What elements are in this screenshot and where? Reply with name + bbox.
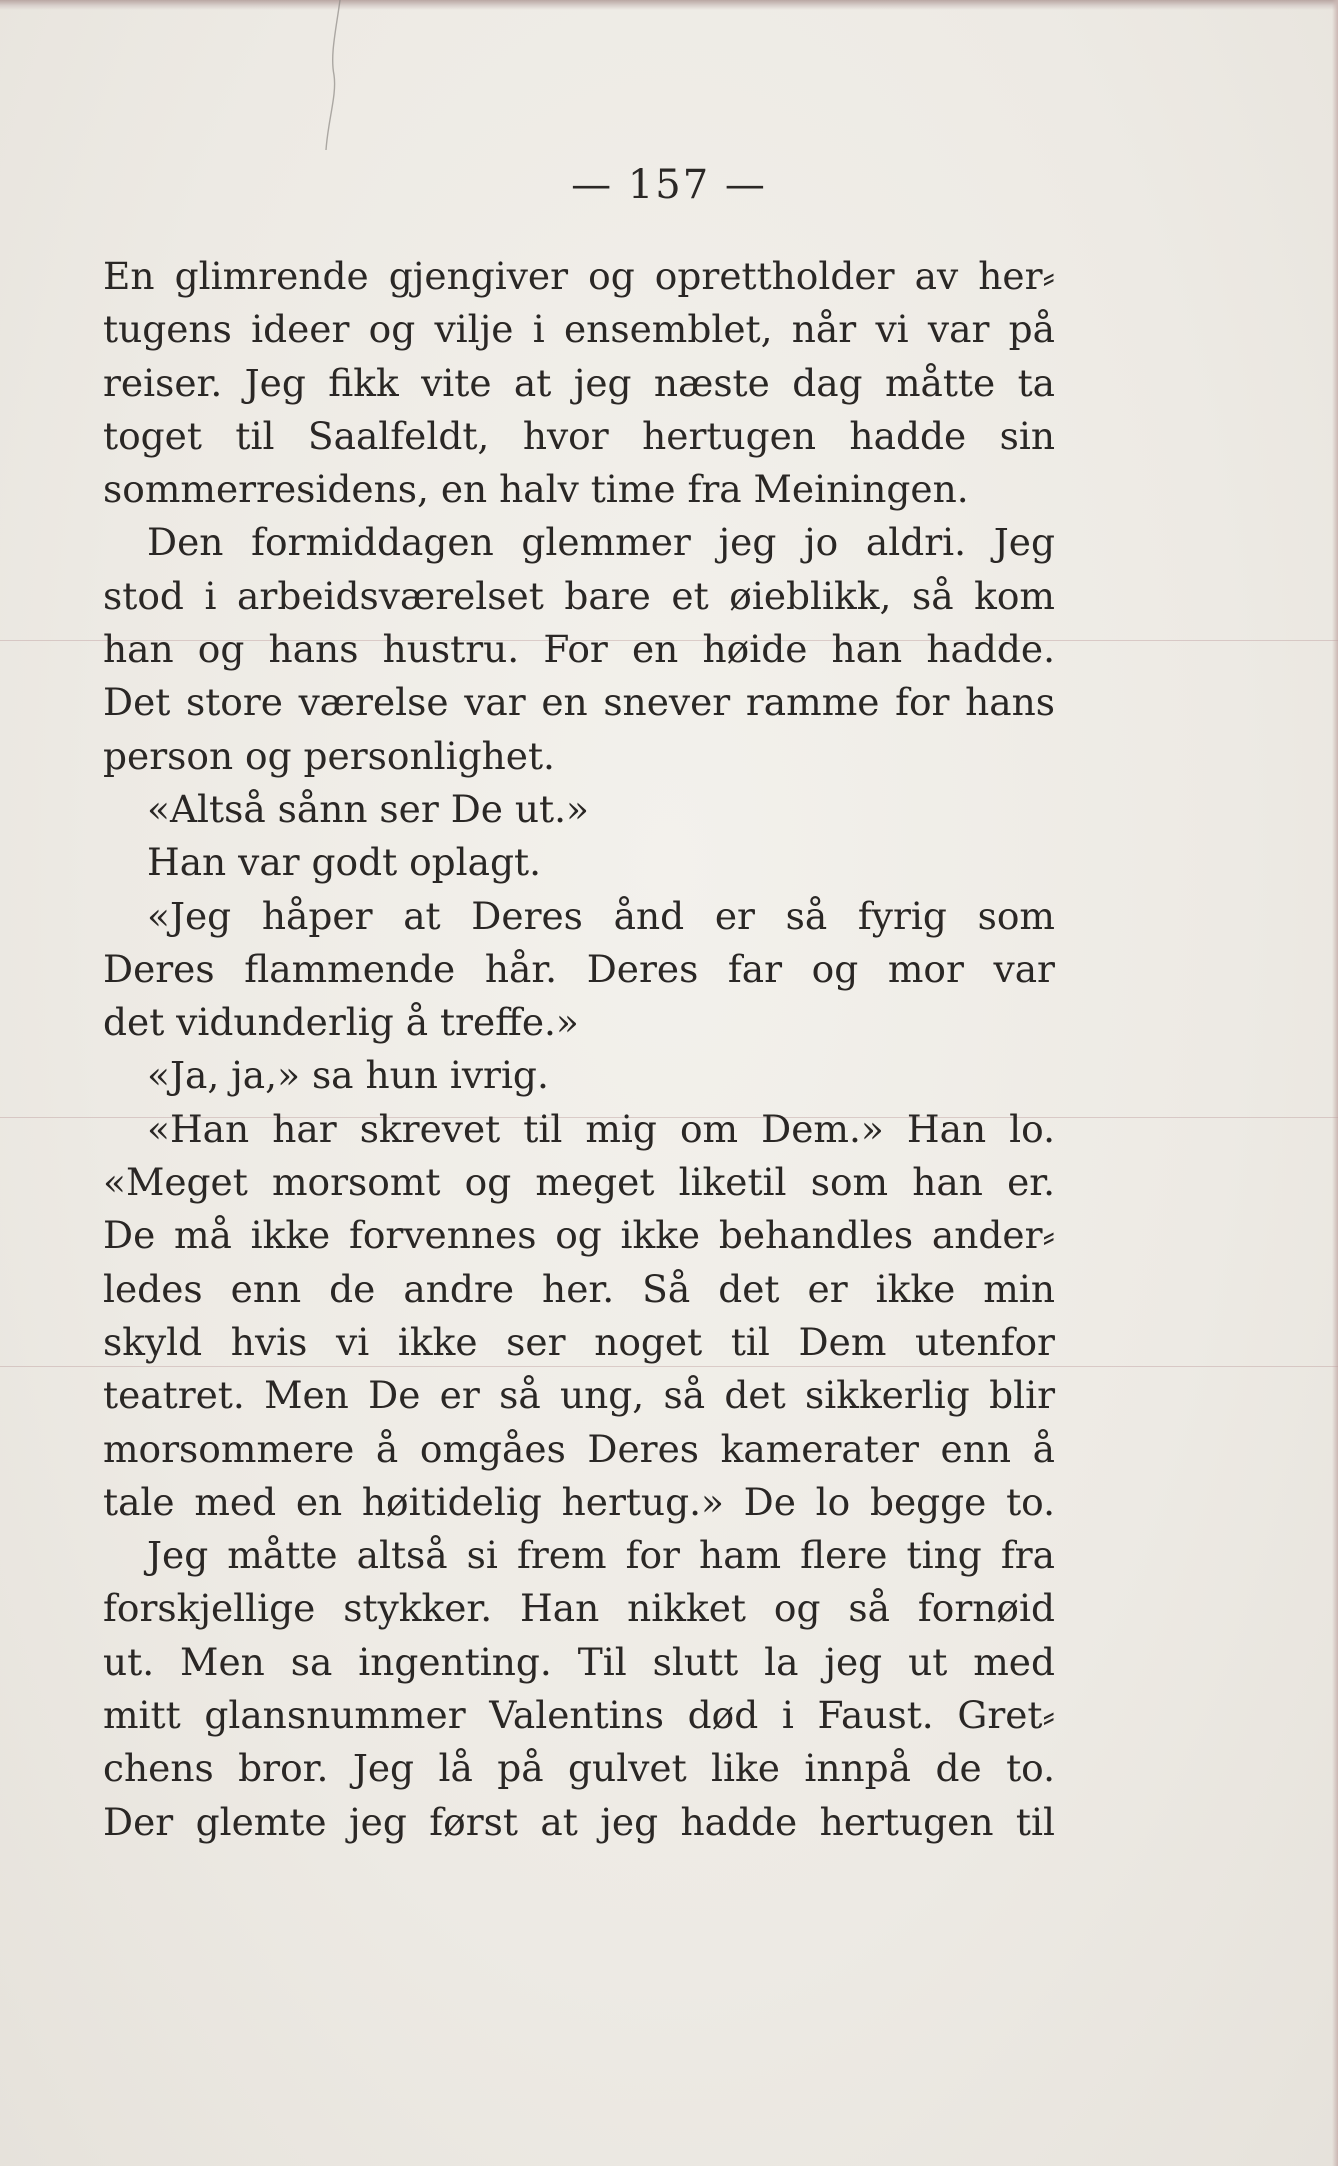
text-line: teatret. Men De er så ung, så det sikkerlig blir <box>103 1373 1055 1418</box>
text-line: ut. Men sa ingenting. Til slutt la jeg ut med <box>103 1639 1055 1684</box>
text-line: Deres flammende hår. Deres far og mor var <box>103 946 1055 991</box>
text-line: mitt glansnummer Valentins død i Faust. Gret⸗ <box>103 1693 1055 1738</box>
text-line: «Han har skrevet til mig om Dem.» Han lo. <box>147 1106 1055 1151</box>
text-line: De må ikke forvennes og ikke behandles ander⸗ <box>103 1213 1055 1258</box>
text-line: det vidunderlig å treffe.» <box>103 1000 579 1045</box>
text-line: Der glemte jeg først at jeg hadde hertugen til <box>103 1799 1055 1844</box>
text-line: ledes enn de andre her. Så det er ikke min <box>103 1266 1055 1311</box>
text-line: Jeg måtte altså si frem for ham flere ting fra <box>147 1533 1055 1578</box>
text-line: «Meget morsomt og meget liketil som han er. <box>103 1160 1055 1205</box>
text-line: chens bror. Jeg lå på gulvet like innpå de to. <box>103 1746 1055 1791</box>
text-line: person og personlighet. <box>103 733 555 778</box>
text-line: Det store værelse var en snever ramme for hans <box>103 680 1055 725</box>
text-line: En glimrende gjengiver og oprettholder av her⸗ <box>103 254 1055 298</box>
page-right-edge <box>1332 0 1338 2166</box>
text-line: tale med en høitidelig hertug.» De lo begge to. <box>103 1479 1055 1524</box>
text-line: forskjellige stykker. Han nikket og så fornøid <box>103 1586 1055 1631</box>
text-line: tugens ideer og vilje i ensemblet, når vi var på <box>103 307 1055 352</box>
text-line: morsommere å omgåes Deres kamerater enn å <box>103 1426 1055 1471</box>
text-line: «Ja, ja,» sa hun ivrig. <box>147 1053 549 1098</box>
text-line: Den formiddagen glemmer jeg jo aldri. Jeg <box>147 520 1055 565</box>
text-line: toget til Saalfeldt, hvor hertugen hadde sin <box>103 413 1055 458</box>
text-line: reiser. Jeg fikk vite at jeg næste dag måtte ta <box>103 360 1055 405</box>
text-line: «Altså sånn ser De ut.» <box>147 786 589 831</box>
body-text <box>103 250 1055 1849</box>
page-top-edge <box>0 0 1338 10</box>
text-line: sommerresidens, en halv time fra Meiningen. <box>103 467 969 512</box>
text-line: stod i arbeidsværelset bare et øieblikk, så kom <box>103 573 1055 618</box>
page-number: — 157 — <box>571 162 767 208</box>
text-line: Han var godt oplagt. <box>147 840 542 885</box>
text-line: skyld hvis vi ikke ser noget til Dem utenfor <box>103 1319 1055 1364</box>
text-line: «Jeg håper at Deres ånd er så fyrig som <box>147 893 1055 938</box>
pencil-mark <box>318 0 348 160</box>
text-line: han og hans hustru. For en høide han hadde. <box>103 627 1055 672</box>
